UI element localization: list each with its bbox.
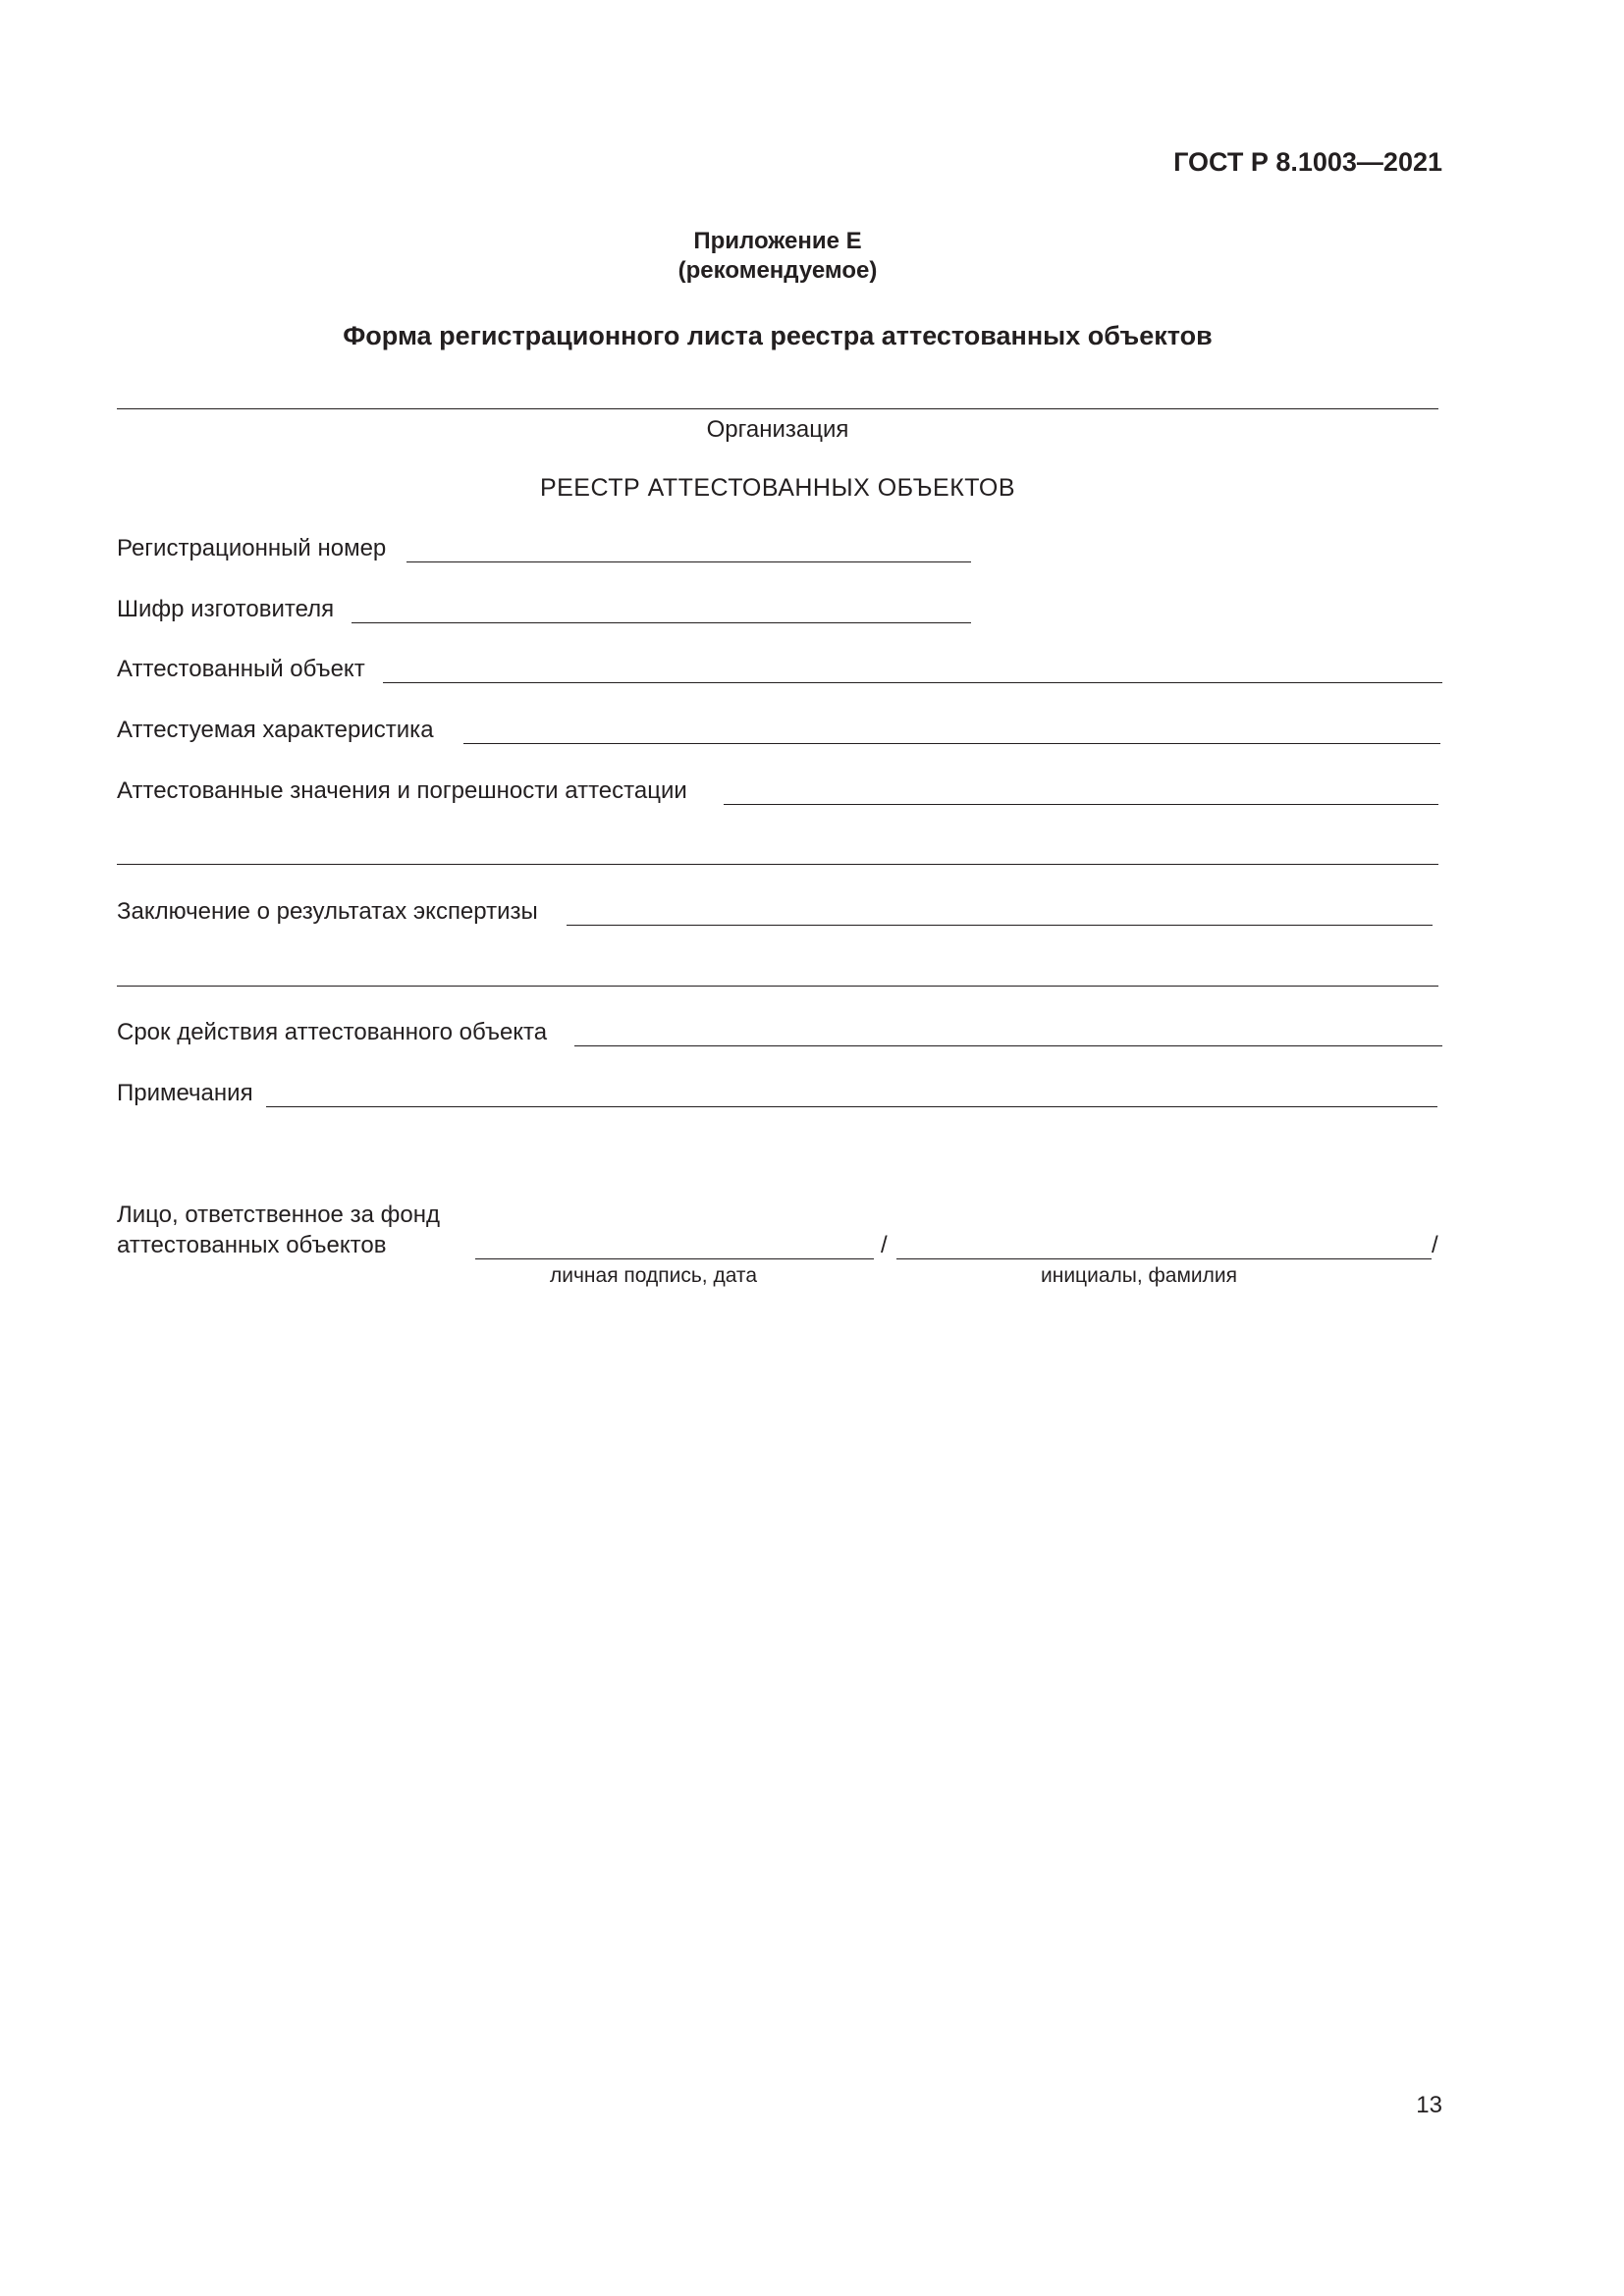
signature-separator: /: [881, 1232, 888, 1258]
responsible-person-label-line2: аттестованных объектов: [117, 1232, 387, 1258]
appendix-subtitle: (рекомендуемое): [677, 257, 878, 284]
notes-line[interactable]: [266, 1106, 1437, 1107]
form-title: Форма регистрационного листа реестра аттестованных объектов: [343, 321, 1213, 350]
certified-characteristic-line[interactable]: [463, 743, 1440, 744]
name-caption: инициалы, фамилия: [1041, 1264, 1237, 1287]
responsible-person-label-line1: Лицо, ответственное за фонд: [117, 1201, 440, 1228]
certified-object-label: Аттестованный объект: [117, 656, 365, 682]
manufacturer-code-label: Шифр изготовителя: [117, 596, 335, 622]
organization-line: [117, 408, 1438, 409]
expertise-conclusion-label: Заключение о результатах экспертизы: [117, 898, 538, 925]
certified-object-line[interactable]: [383, 682, 1442, 683]
manufacturer-code-line[interactable]: [352, 622, 971, 623]
appendix-title: Приложение Е: [693, 228, 862, 254]
certified-characteristic-label: Аттестуемая характеристика: [117, 717, 434, 743]
certified-values-label: Аттестованные значения и погрешности аттестации: [117, 777, 687, 804]
standard-code: ГОСТ Р 8.1003—2021: [1173, 147, 1442, 177]
register-title: РЕЕСТР АТТЕСТОВАННЫХ ОБЪЕКТОВ: [539, 474, 1016, 502]
validity-period-label: Срок действия аттестованного объекта: [117, 1019, 548, 1045]
signature-date-caption: личная подпись, дата: [550, 1264, 757, 1287]
page-number: 13: [1416, 2092, 1442, 2118]
certified-values-line-continued[interactable]: [117, 864, 1438, 865]
registration-number-label: Регистрационный номер: [117, 535, 387, 561]
expertise-conclusion-line[interactable]: [567, 925, 1433, 926]
name-line[interactable]: [896, 1258, 1432, 1259]
organization-label: Организация: [706, 416, 849, 443]
signature-date-line[interactable]: [475, 1258, 874, 1259]
name-line-end-separator: /: [1432, 1232, 1438, 1258]
certified-values-line[interactable]: [724, 804, 1438, 805]
registration-number-line[interactable]: [406, 561, 971, 562]
expertise-conclusion-line-continued[interactable]: [117, 986, 1438, 987]
validity-period-line[interactable]: [574, 1045, 1442, 1046]
notes-label: Примечания: [117, 1080, 253, 1106]
